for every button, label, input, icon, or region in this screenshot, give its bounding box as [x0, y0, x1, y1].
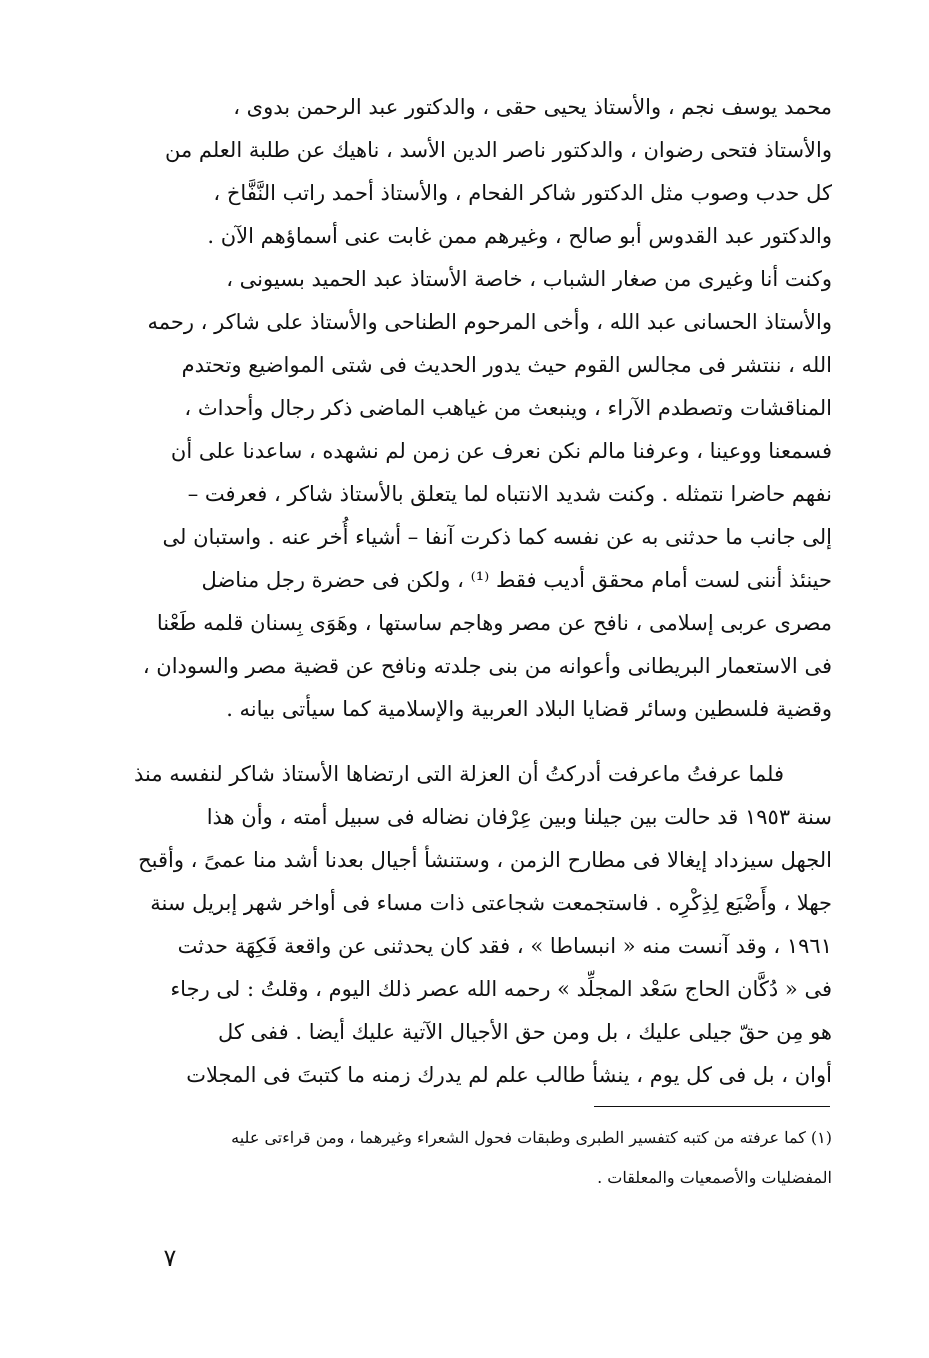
paragraph	[132, 86, 832, 731]
body-text	[132, 86, 832, 1097]
text-line: فلما عرفتُ ماعرفت أدركتُ أن العزلة التى ارتضاها الأستاذ شاكر لنفسه منذ	[134, 762, 784, 786]
text-line: حينئذ أننى لست أمام محقق أديب فقط ⁽¹⁾ ، ولكن فى حضرة رجل مناضل	[201, 568, 832, 592]
text-line: فسمعنا ووعينا ، وعرفنا مالم نكن نعرف عن زمن لم نشهده ، ساعدنا على أن	[170, 439, 832, 463]
text-line: والأستاذ الحسانى عبد الله ، وأخى المرحوم الطناحى والأستاذ على شاكر ، رحمه	[147, 310, 832, 334]
footnote-line: (١) كما عرفته من كتبه كتفسير الطبرى وطبقات فحول الشعراء وغيرهما ، ومن قراءتى عليه	[231, 1128, 832, 1147]
text-line: نفهم حاضرا نتمثله . وكنت شديد الانتباه لما يتعلق بالأستاذ شاكر ، فعرفت –	[187, 482, 832, 506]
paragraph	[132, 753, 832, 1097]
text-line: المناقشات وتصطدم الآراء ، وينبعث من غياهب الماضى ذكر رجال وأحداث ،	[184, 396, 832, 420]
text-line: كل حدب وصوب مثل الدكتور شاكر الفحام ، والأستاذ أحمد راتب النَّفَّاخ ،	[213, 181, 832, 205]
text-line: الجهل سيزداد إيغالا فى مطارح الزمن ، وستنشأ أجيال بعدنا أشد منا عمىً ، وأقبح	[138, 848, 832, 872]
text-line: هو مِن حقّ جيلى عليك ، بل ومن حق الأجيال الآتية عليك أيضا . ففى كل	[217, 1020, 832, 1044]
text-line: سنة ١٩٥٣ قد حالت بين جيلنا وبين عِرْفان نضاله فى سبيل أمته ، وأن هذا	[206, 805, 832, 829]
text-line: وقضية فلسطين وسائر قضايا البلاد العربية والإسلامية كما سيأتى بيانه .	[226, 697, 832, 721]
text-line: فى الاستعمار البريطانى وأعوانه من بنى جلدته ونافح عن قضية مصر والسودان ،	[142, 654, 832, 678]
footnote-divider	[594, 1106, 830, 1107]
text-line: ١٩٦١ ، وقد آنست منه « انبساطا » ، فقد كان يحدثنى عن واقعة فَكِهَة حدثت	[177, 934, 832, 958]
text-line: جهلا ، وأَضْيَع لِذِكْرِه . فاستجمعت شجاعتى ذات مساء فى أواخر شهر إبريل سنة	[150, 891, 832, 915]
text-line: والأستاذ فتحى رضوان ، والدكتور ناصر الدين الأسد ، ناهيك عن طلبة العلم من	[164, 138, 832, 162]
footnote	[132, 1118, 832, 1198]
text-line: أوان ، بل فى كل يوم ، ينشأ طالب علم لم يدرك زمنه ما كتبتَ فى المجلات	[186, 1063, 832, 1087]
paragraph-spacer	[132, 731, 832, 753]
text-line: محمد يوسف نجم ، والأستاذ يحيى حقى ، والدكتور عبد الرحمن بدوى ،	[233, 95, 832, 119]
text-line: والدكتور عبد القدوس أبو صالح ، وغيرهم ممن غابت عنى أسماؤهم الآن .	[207, 224, 832, 248]
footnote-line: المفضليات والأصمعيات والمعلقات .	[597, 1168, 832, 1187]
text-line: مصرى عربى إسلامى ، نافح عن مصر وهاجم ساستها ، وهَوَى بِسنان قلمه طَعْنا	[156, 611, 832, 635]
page-number: ٧	[163, 1244, 177, 1272]
text-line: فى « دُكَّان الحاج سَعْد المجلِّد » رحمه الله عصر ذلك اليوم ، وقلتُ : لى رجاء	[170, 977, 832, 1001]
text-line: وكنت أنا وغيرى من صغار الشباب ، خاصة الأستاذ عبد الحميد بسيونى ،	[226, 267, 832, 291]
text-line: إلى جانب ما حدثنى به عن نفسه كما ذكرت آنفا – أشياء أُخر عنه . واستبان لى	[162, 525, 832, 549]
text-line: الله ، ننتشر فى مجالس القوم حيث يدور الحديث فى شتى المواضيع وتحتدم	[181, 353, 832, 377]
